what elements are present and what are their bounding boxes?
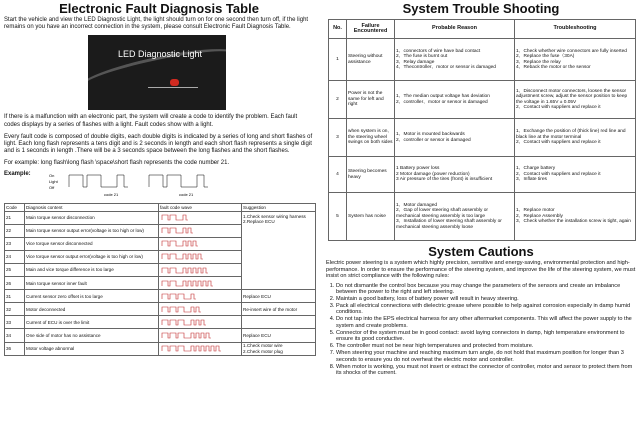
- cautions-list: [322, 283, 640, 377]
- diagnosis-cell: Main torque sensor output error(voltage is too high or low): [25, 224, 159, 237]
- table-row: [5, 303, 316, 316]
- wave-path: [162, 294, 196, 299]
- header-reason: Probable Reason: [395, 20, 515, 39]
- led-icon: [170, 79, 179, 86]
- failure-cell: Steering becomes heavy: [347, 157, 395, 193]
- diagnosis-cell: Main torque sensor disconnection: [25, 211, 159, 224]
- example-wave-diagram: [49, 169, 249, 199]
- diagnosis-cell: Current of ECU is over the limit: [25, 316, 159, 329]
- table-row: [329, 157, 636, 193]
- diagnosis-cell: Vice torque sensor output error(voltage is too high or low): [25, 250, 159, 263]
- list-item: 3. Pack all electrical connections with dielectric grease where possible to help against corrosion especially in damp humid conditions.: [336, 303, 636, 316]
- header-failure: Failure Encountered: [347, 20, 395, 39]
- table-row: [329, 193, 636, 241]
- suggestion-cell: [242, 316, 316, 329]
- code-cell: 34: [5, 329, 25, 342]
- table-row: [5, 316, 316, 329]
- list-item: 6. The controller must not be near high temperatures and protected from moisture.: [336, 343, 636, 350]
- intro-paragraph: Start the vehicle and view the LED Diagnostic Light, the light should turn on for one second then turn off, if the light remains on you have an incorrect connection in the system, please consult Electronic Fault Diagnosis Table.: [4, 17, 309, 31]
- list-item: 2. Maintain a good battery, loss of battery power will result in heavy steering.: [336, 296, 636, 303]
- fault-diagnosis-section: [0, 0, 318, 356]
- diagnosis-cell: Motor deconnected: [25, 303, 159, 316]
- fault-wave-24: [160, 252, 240, 261]
- lead-shape: [148, 87, 198, 88]
- code-cell: 26: [5, 277, 25, 290]
- code-cell: 33: [5, 316, 25, 329]
- example-paragraph: For example: long flash\long flash \space\short flash represents the code number 21.: [4, 160, 230, 167]
- suggestion-cell: Re-insert wire of the motor: [242, 303, 316, 316]
- wave-path: [162, 346, 221, 351]
- wave-cell: [159, 277, 242, 290]
- code-cell: 22: [5, 224, 25, 237]
- fault-wave-23: [160, 239, 240, 248]
- reason-cell: 1、Motor damaged 2、Gap of lower steering shaft assembly or mechanical steering assembly is too large 3、Installation of lower steering shaft assembly or mechanical steering assembly loose: [395, 193, 515, 241]
- wave-cell: [159, 329, 242, 342]
- example-label: Example:: [4, 170, 31, 177]
- wave-path: [162, 215, 188, 220]
- header-suggestion: Suggestion: [242, 203, 316, 211]
- table-row: [329, 81, 636, 119]
- wave-cell: [159, 303, 242, 316]
- wave-cell: [159, 316, 242, 329]
- fix-cell: 1、Charge battery 2、Contact with suppliers and replace it 3、Inflate tires: [515, 157, 636, 193]
- reason-cell: 1 Battery power loss 2 Motor damage (power reduction) 3 Air pressure of the tires (front) is insufficient: [395, 157, 515, 193]
- list-item: 1. Do not dismantle the control box because you may change the parameters of the sensors and create an imbalance between the power to the right and left steering.: [336, 283, 636, 296]
- failure-cell: when system is on, the steering wheel swings on both sides: [347, 119, 395, 157]
- cautions-intro: Electric power steering is a system which highly precision, sensitive and energy-saving, environmental protection and high-performance. In order to ensure the performance of the steering system, and improve the life of the steering system, we must insist on strict compliance with the following rules:: [326, 260, 636, 279]
- fault-wave-33: [160, 318, 240, 327]
- wave-code-a: code 21: [104, 191, 119, 197]
- wave-cell: [159, 250, 242, 263]
- diagnosis-cell: Main torque sensor inner fault: [25, 277, 159, 290]
- no-cell: 2: [329, 81, 347, 119]
- fix-cell: 1、Check whether wire connectors are fully inserted 2、Replace the fuse（30A) 3、Replace the relay 4、Reback the motor or the sensor: [515, 39, 636, 81]
- led-diagnostic-photo: [88, 35, 226, 110]
- suggestion-cell: 1.Check motor wire 2.Check motor plug: [242, 342, 316, 355]
- header-no: No.: [329, 20, 347, 39]
- wave-code-b: code 21: [179, 191, 194, 197]
- table-row: [5, 329, 316, 342]
- fault-wave-36: [160, 344, 240, 353]
- code-cell: 32: [5, 303, 25, 316]
- no-cell: 4: [329, 157, 347, 193]
- code-cell: 24: [5, 250, 25, 263]
- wave-path: [162, 241, 198, 246]
- list-item: 4. Do not tap into the EPS electrical harness for any other aftermarket components. This will affect the power supply to the system and create problems.: [336, 316, 636, 329]
- trouble-shooting-table: [328, 19, 636, 241]
- fix-cell: 1、Exchange the position of (thick line) red line and black line at the motor terminal 2、Contact with suppliers and replace it: [515, 119, 636, 157]
- fault-wave-22: [160, 226, 240, 235]
- no-cell: 1: [329, 39, 347, 81]
- fix-cell: 1、Disconnect motor connectors, loosen the sensor adjustment screw, adjust the sensor position to keep the voltage in 1.65V ± 0.05V 2、Contact with suppliers and replace it: [515, 81, 636, 119]
- header-wave: fault code wave: [159, 203, 242, 211]
- table-row: [5, 211, 316, 224]
- list-item: 5. Connector of the system must be in good contact: avoid laying connectors in damp, high temperature environment to ensure its good conductive.: [336, 330, 636, 343]
- table-row: [5, 290, 316, 303]
- trouble-header-row: [329, 20, 636, 39]
- reason-cell: 1、connectors of wire have bad contact 2、The fuse is burnt out 3、Relay damage 4、Thecontroller、motor or sensor is damaged: [395, 39, 515, 81]
- reason-cell: 1、Motor is mounted backwards 2、controller or sensor is damaged: [395, 119, 515, 157]
- failure-cell: Power is not the same for left and right: [347, 81, 395, 119]
- fix-cell: 1、Replace motor 2、Replace Assembly 3、Check whether the installation screw is tight, again: [515, 193, 636, 241]
- diagnosis-cell: Main and vice torque difference is too large: [25, 264, 159, 277]
- failure-cell: System has noise: [347, 193, 395, 241]
- fault-wave-34: [160, 331, 240, 340]
- wave-on-label: On: [49, 172, 55, 178]
- no-cell: 5: [329, 193, 347, 241]
- code-cell: 21: [5, 211, 25, 224]
- malfunction-paragraph: If there is a malfunction with an electronic part, the system will create a code to identify the problem. Each fault codes displays by a series of flashes with a light. Fault codes show with a light.: [4, 114, 298, 128]
- header-diagnosis: Diagnosis content: [25, 203, 159, 211]
- list-item: 8. When motor is working, you must not insert or extract the connector of controller, motor and sensor to protect them from its shocks of the current.: [336, 364, 636, 377]
- failure-cell: Steering without assistance: [347, 39, 395, 81]
- code-cell: 31: [5, 290, 25, 303]
- diagnosis-cell: Motor voltage abnormal: [25, 342, 159, 355]
- list-item: 7. When steering your machine and reaching maximum turn angle, do not hold that maximum position for longer than 3 seconds to ensure you do not overheat the electric motor and controller.: [336, 350, 636, 363]
- wave-cell: [159, 224, 242, 237]
- diagnosis-cell: Vice torque sensor disconnected: [25, 237, 159, 250]
- wave-path: [162, 254, 203, 259]
- no-cell: 3: [329, 119, 347, 157]
- fault-diagnosis-title: Electronic Fault Diagnosis Table: [59, 1, 259, 16]
- trouble-shooting-section: [322, 0, 640, 377]
- wave-cell: [159, 342, 242, 355]
- wave-cell: [159, 290, 242, 303]
- suggestion-cell: 1.Check sensor wiring harness 2.Replace ECU: [242, 211, 316, 290]
- wave-off-label: Off: [49, 184, 55, 190]
- table-row: [329, 39, 636, 81]
- wave-cell: [159, 211, 242, 224]
- code-cell: 36: [5, 342, 25, 355]
- wave-path: [162, 320, 206, 325]
- wave-path: [162, 268, 208, 273]
- code-cell: 25: [5, 264, 25, 277]
- cautions-title: System Cautions: [428, 244, 534, 259]
- example-wave: [4, 169, 314, 199]
- wave-cell: [159, 237, 242, 250]
- fault-wave-32: [160, 305, 240, 314]
- reason-cell: 1、The median output voltage has deviation 2、controller、motor or sensor is damaged: [395, 81, 515, 119]
- suggestion-cell: Replace ECU: [242, 329, 316, 342]
- table-row: [5, 342, 316, 355]
- fault-wave-25: [160, 266, 240, 275]
- wave-cell: [159, 264, 242, 277]
- wave-path: [162, 228, 193, 233]
- fault-codes-table: [4, 203, 316, 356]
- fault-wave-21: [160, 213, 240, 222]
- header-troubleshooting: Troubleshooting: [515, 20, 636, 39]
- suggestion-cell: Replace ECU: [242, 290, 316, 303]
- table-row: [329, 119, 636, 157]
- wave-path: [162, 281, 213, 286]
- header-code: Code: [5, 203, 25, 211]
- trouble-shooting-title: System Trouble Shooting: [402, 1, 560, 16]
- fault-wave-31: [160, 292, 240, 301]
- diagnosis-cell: One side of motor has no assistance: [25, 329, 159, 342]
- fault-code-paragraph: Every fault code is composed of double digits, each double digits is indicated by a series of long and short flashes of light. Each long flash represents a tens digit and is 2 seconds in length and each short flash represents a single digit and is 1 seconds in length .There will be a 3 seconds space between the long flashes and the short flashes.: [4, 133, 313, 155]
- codes-header-row: [5, 203, 316, 211]
- wave-path: [162, 307, 201, 312]
- example-waveform: [69, 175, 208, 187]
- wave-light-label: Light: [49, 178, 58, 184]
- fault-wave-26: [160, 279, 240, 288]
- wave-path: [162, 333, 211, 338]
- code-cell: 23: [5, 237, 25, 250]
- photo-caption: LED Diagnostic Light: [118, 49, 203, 60]
- diagnosis-cell: Current sensor zero offset is too large: [25, 290, 159, 303]
